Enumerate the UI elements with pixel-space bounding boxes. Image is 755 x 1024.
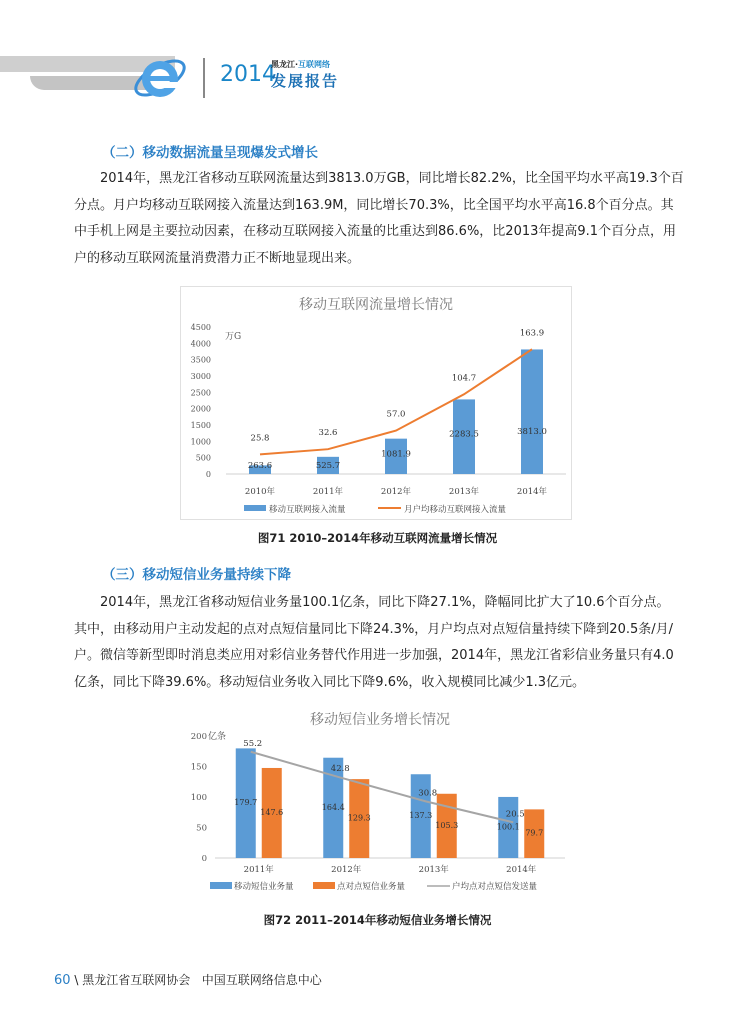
y-tick: 1500 xyxy=(190,421,211,430)
text-line: 亿条，同比下降39.6%。移动短信业务收入同比下降9.6%，收入规模同比减少1.3亿元。 xyxy=(74,674,585,690)
x-tick: 2012年 xyxy=(380,487,412,497)
line-value-label: 57.0 xyxy=(386,409,406,420)
legend-swatch-sms xyxy=(210,882,232,889)
x-tick: 2011年 xyxy=(243,865,274,875)
y-axis-label: 亿条 xyxy=(208,732,227,742)
paragraph-data-traffic xyxy=(74,166,694,272)
y-tick: 3000 xyxy=(190,372,211,381)
legend-label: 月户均移动互联网接入流量 xyxy=(404,505,507,515)
text-line: 2014年，黑龙江省移动互联网流量达到3813.0万GB，同比增长82.2%，比全国平均水平高19.3个百 xyxy=(100,171,684,186)
y-tick: 100 xyxy=(190,793,207,803)
bar-value-label: 164.4 xyxy=(321,802,345,812)
bar-value-label: 263.6 xyxy=(247,461,273,471)
line-value-label: 30.8 xyxy=(418,788,438,799)
bar-value-label: 79.7 xyxy=(525,828,544,838)
page-footer xyxy=(54,971,322,988)
x-tick: 2011年 xyxy=(312,487,344,497)
legend-label: 移动短信业务量 xyxy=(234,882,294,892)
footer-org-1: 黑龙江省互联网协会 xyxy=(82,973,191,987)
text-line: 其中，由移动用户主动发起的点对点短信量同比下降24.3%，月户均点对点短信量持续下降到20.5条/月/ xyxy=(74,621,674,637)
line-value-label: 42.8 xyxy=(330,763,350,774)
y-tick: 2500 xyxy=(190,388,211,398)
y-tick: 4500 xyxy=(190,323,211,332)
figure-caption-71: 图71 2010–2014年移动互联网流量增长情况 xyxy=(257,531,498,545)
line-value-label: 32.6 xyxy=(318,428,338,439)
legend-swatch-p2p xyxy=(313,882,335,889)
y-tick: 4000 xyxy=(190,339,211,349)
ie-logo-icon xyxy=(130,48,190,106)
text-line: 中手机上网是主要拉动因素，在移动互联网接入流量的比重达到86.6%，比2013年提高9.1个百分点，用 xyxy=(74,224,677,239)
y-tick: 1000 xyxy=(190,437,211,447)
line-series xyxy=(260,349,532,454)
legend-label: 户均点对点短信发送量 xyxy=(452,882,538,892)
x-tick: 2013年 xyxy=(448,487,480,497)
bar-value-label: 137.3 xyxy=(409,811,433,821)
text-line: 户的移动互联网流量消费潜力正不断地显现出来。 xyxy=(74,250,361,266)
line-value-label: 104.7 xyxy=(451,373,477,384)
page-number: 60 xyxy=(54,973,71,988)
y-tick: 2000 xyxy=(190,404,211,414)
y-tick: 0 xyxy=(201,854,207,864)
bar-value-label: 105.3 xyxy=(435,820,459,830)
chart-sms-business xyxy=(190,704,570,900)
x-tick: 2012年 xyxy=(331,865,362,875)
section-title-sms: （三）移动短信业务量持续下降 xyxy=(102,567,291,583)
bar-value-label: 1081.9 xyxy=(381,449,411,460)
bar-value-label: 100.1 xyxy=(496,822,520,832)
line-value-label: 20.5 xyxy=(505,809,525,820)
line-value-label: 55.2 xyxy=(243,738,263,749)
footer-org-2: 中国互联网络信息中心 xyxy=(201,973,322,987)
bar-value-label: 525.7 xyxy=(315,461,341,471)
bar-value-label: 129.3 xyxy=(347,813,371,823)
y-tick: 200 xyxy=(190,732,207,742)
bar-value-label: 179.7 xyxy=(234,798,258,808)
y-tick: 150 xyxy=(190,762,207,773)
chart-title: 移动互联网流量增长情况 xyxy=(299,297,453,313)
x-tick: 2013年 xyxy=(418,865,449,875)
bar-value-label: 3813.0 xyxy=(517,427,547,437)
text-line: 分点。月户均移动互联网接入流量达到163.9M，同比增长70.3%，比全国平均水平高16.8个百分点。其 xyxy=(74,197,674,213)
line-series xyxy=(251,752,514,823)
chart2-svg xyxy=(190,704,570,900)
bar-value-label: 147.6 xyxy=(260,807,284,817)
x-tick: 2014年 xyxy=(506,865,537,875)
text-line: 户。微信等新型即时消息类应用对彩信业务替代作用进一步加强，2014年，黑龙江省彩信业务量只有4.0 xyxy=(74,648,674,663)
header-divider xyxy=(203,58,205,98)
x-tick: 2014年 xyxy=(516,487,548,497)
paragraph-sms xyxy=(74,590,694,696)
header-year: 2014 xyxy=(220,62,276,87)
chart1-svg xyxy=(181,287,571,519)
y-tick: 3500 xyxy=(190,355,211,365)
header-title: 发展报告 xyxy=(271,72,340,90)
chart-title: 移动短信业务增长情况 xyxy=(310,712,450,728)
y-tick: 0 xyxy=(205,470,211,479)
y-axis-label: 万G xyxy=(225,332,242,342)
x-tick: 2010年 xyxy=(244,487,276,497)
y-tick: 500 xyxy=(195,453,211,463)
line-value-label: 163.9 xyxy=(519,328,545,339)
legend-label: 点对点短信业务量 xyxy=(337,882,406,892)
bar-value-label: 2283.5 xyxy=(449,429,479,440)
line-value-label: 25.8 xyxy=(250,433,270,444)
legend-label: 移动互联网接入流量 xyxy=(269,505,346,515)
chart-mobile-internet-traffic xyxy=(180,286,572,520)
section-title-data-traffic: （二）移动数据流量呈现爆发式增长 xyxy=(102,145,318,161)
footer-separator: \ xyxy=(74,973,79,987)
header-subtitle: 黑龙江·互联网络 xyxy=(271,60,331,69)
bar xyxy=(521,349,543,474)
y-tick: 50 xyxy=(196,823,207,834)
figure-caption-72: 图72 2011–2014年移动短信业务增长情况 xyxy=(263,913,492,927)
text-line: 2014年，黑龙江省移动短信业务量100.1亿条，同比下降27.1%，降幅同比扩大了10.6个百分点。 xyxy=(100,595,670,610)
legend-swatch-bar xyxy=(244,505,266,511)
